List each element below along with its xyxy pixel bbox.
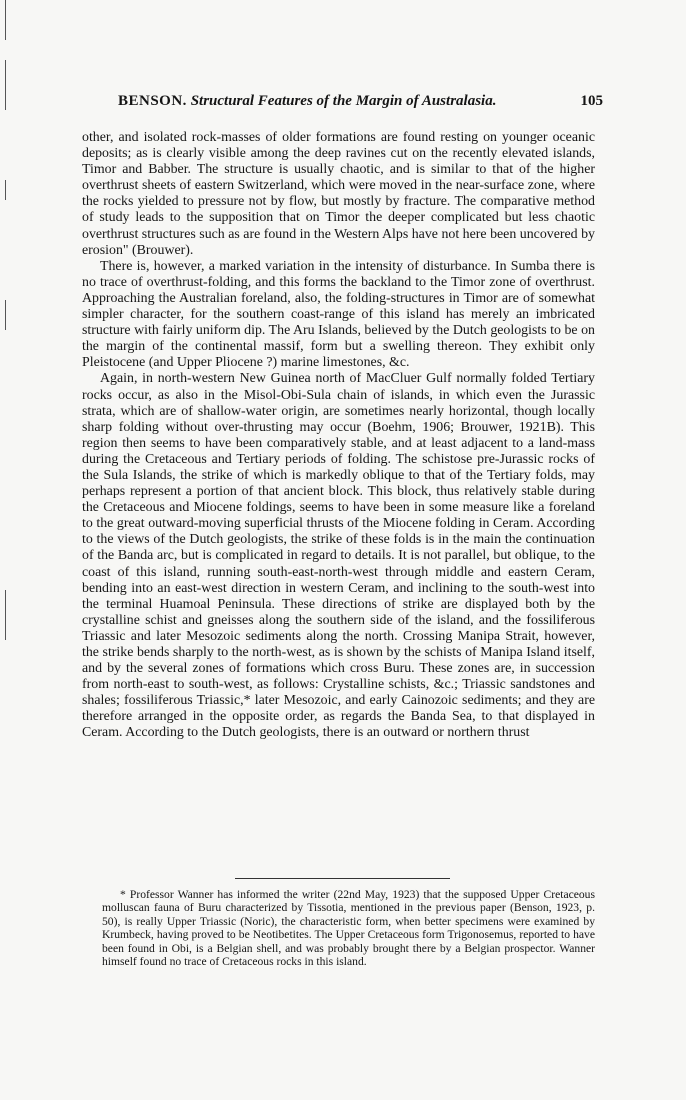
footnote <box>102 888 595 968</box>
running-header <box>118 93 603 110</box>
header-author: BENSON. <box>118 93 187 109</box>
binding-edge-marks <box>2 0 8 1100</box>
paragraph-disturbance-variation: There is, however, a marked variation in the intensity of disturbance. In Sumba there is no trace of overthrust-folding, and this forms the backland to the Timor zone of overthrust. Approaching the Australian foreland, also, the folding-structures in Timor are of somewhat simpler character, for the southern coast-range of this island has merely an imbricated structure with fairly uniform dip. The Aru Islands, believed by the Dutch geologists to be on the margin of the continental massif, form but a swelling thereon. They exhibit only Pleistocene (and Upper Pliocene ?) marine limestones, &c. <box>82 258 595 371</box>
body-text <box>82 130 595 742</box>
paragraph-continued: other, and isolated rock-masses of older formations are found resting on younger oceanic deposits; as is clearly visible among the deep ravines cut on the recently elevated islands, Timor and Babber. The structure is usually chaotic, and is similar to that of the higher overthrust sheets of eastern Switzerland, which were moved in the near-surface zone, where the rocks yielded to pressure not by flow, but mostly by fracture. The comparative method of study leads to the supposition that on Timor the deeper complicated but less chaotic overthrust structures such as are found in the Western Alps have not here been uncovered by erosion" (Brouwer). <box>82 130 595 258</box>
page-number: 105 <box>580 93 603 109</box>
paragraph-new-guinea-ceram: Again, in north-western New Guinea north of MacCluer Gulf normally folded Tertiary rocks occur, as also in the Misol-Obi-Sula chain of islands, in which even the Jurassic strata, which are of shallow-water origin, are sometimes nearly horizontal, though locally sharp folding without over-thrusting may occur (Boehm, 1906; Brouwer, 1921B). This region then seems to have been comparatively stable, and at least adjacent to a land-mass during the Cretaceous and Tertiary periods of folding. The schistose pre-Jurassic rocks of the Sula Islands, the strike of which is markedly oblique to that of the Tertiary folds, may perhaps represent a portion of that ancient block. This block, thus relatively stable during the Cretaceous and Miocene foldings, seems to have been in some measure like a foreland to the great outward-moving superficial thrusts of the Miocene folding in Ceram. According to the views of the Dutch geologists, the strike of these folds is in the main the continuation of the Banda arc, but is complicated in regard to details. It is not parallel, but oblique, to the coast of this island, running south-east-north-west through middle and eastern Ceram, bending into an east-west direction in western Ceram, and inclining to the south-west into the terminal Huamoal Peninsula. These directions of strike are displayed both by the crystalline schist and gneisses along the southern side of the island, and the fossiliferous Triassic and later Mesozoic sediments along the north. Crossing Manipa Strait, however, the strike bends sharply to the north-west, as is shown by the schists of Manipa Island itself, and by the several zones of formations which cross Buru. These zones are, in succession from north-east to south-west, as follows: Crystalline schists, &c.; Triassic sandstones and shales; fossiliferous Triassic,* later Mesozoic, and early Cainozoic sediments; and they are therefore arranged in the opposite order, as regards the Banda Sea, to that displayed in Ceram. According to the Dutch geologists, there is an outward or northern thrust <box>82 371 595 741</box>
footnote-divider <box>235 878 450 879</box>
footnote-text: * Professor Wanner has informed the writer (22nd May, 1923) that the supposed Upper Cretaceous molluscan fauna of Buru characterized by Tissotia, mentioned in the previous paper (Benson, 1923, p. 50), is really Upper Triassic (Noric), the characteristic form, when better specimens were examined by Krumbeck, having proved to be Neotibetites. The Upper Cretaceous form Trigonosemus, reported to have been found in Obi, is a Belgian shell, and was probably brought there by a Belgian prospector. Wanner himself found no trace of Cretaceous rocks in this island. <box>102 888 595 969</box>
header-title: Structural Features of the Margin of Australasia. <box>190 93 497 109</box>
